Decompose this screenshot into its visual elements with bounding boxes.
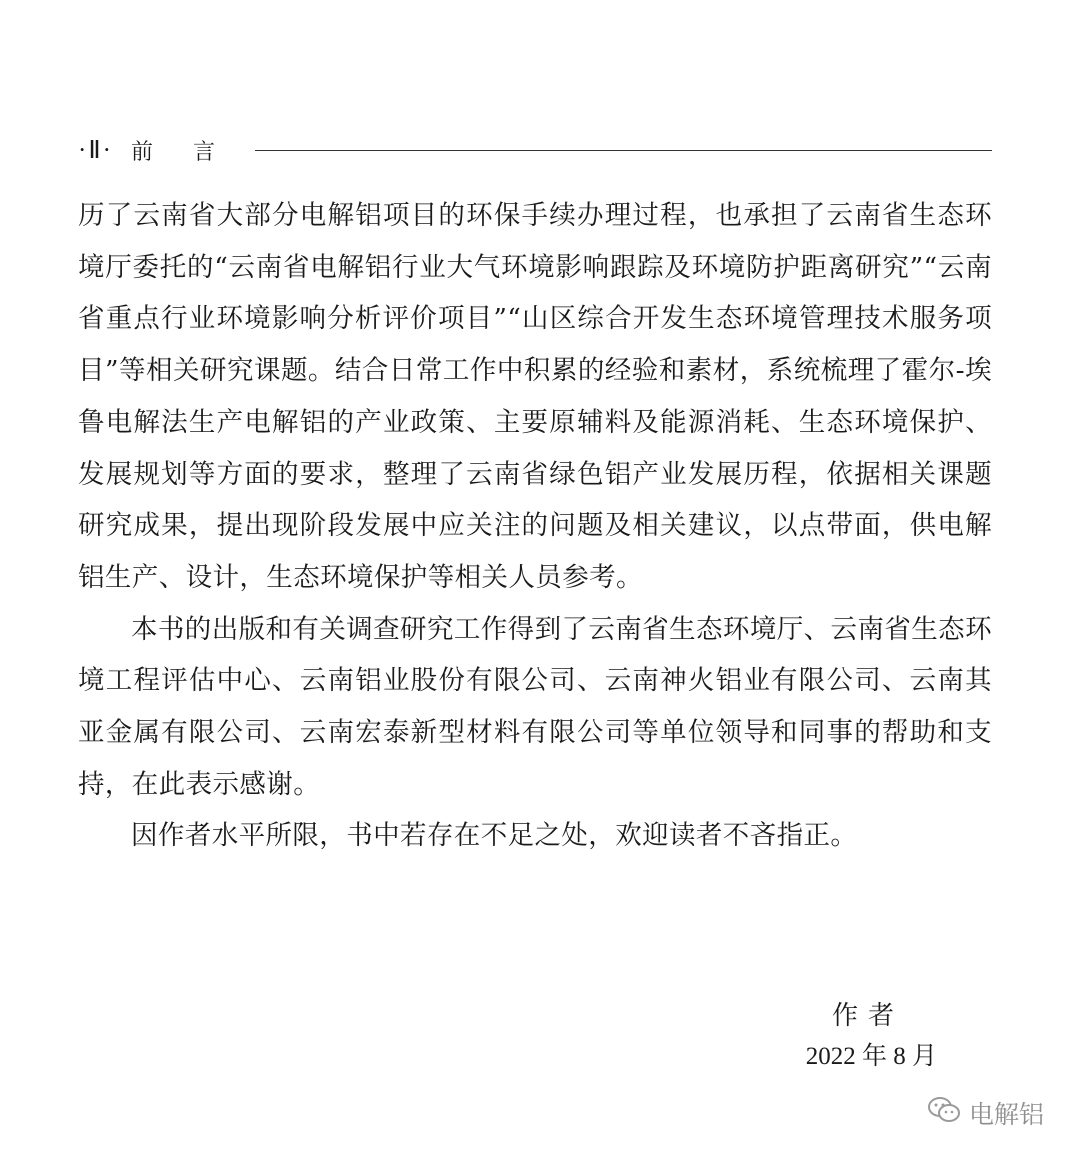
paragraph-continuation: 历了云南省大部分电解铝项目的环保手续办理过程，也承担了云南省生态环境厅委托的“云南省电解铝行业大气环境影响跟踪及环境防护距离研究”“云南省重点行业环境影响分析评价项目”“山区综合开发生态环境管理技术服务项目”等相关研究课题。结合日常工作中积累的经验和素材，系统梳理了霍尔-埃鲁电解法生产电解铝的产业政策、主要原辅料及能源消耗、生态环境保护、发展规划等方面的要求，整理了云南省绿色铝产业发展历程，依据相关课题研究成果，提出现阶段发展中应关注的问题及相关建议，以点带面，供电解铝生产、设计，生态环境保护等相关人员参考。 bbox=[78, 200, 992, 593]
section-title: 前言 bbox=[130, 139, 255, 165]
header-rule bbox=[255, 150, 992, 151]
watermark bbox=[927, 1095, 1044, 1131]
page-number: ·Ⅱ· bbox=[78, 137, 113, 164]
running-header bbox=[78, 130, 992, 170]
wechat-icon bbox=[927, 1096, 969, 1130]
body-text bbox=[78, 190, 992, 862]
signature-date: 2022 年 8 月 bbox=[805, 1043, 937, 1070]
author-signature: 作者 bbox=[831, 1001, 904, 1031]
paragraph-disclaimer: 因作者水平所限，书中若存在不足之处，欢迎读者不吝指正。 bbox=[131, 820, 858, 852]
watermark-text: 电解铝 bbox=[968, 1100, 1044, 1129]
paragraph-acknowledgement: 本书的出版和有关调查研究工作得到了云南省生态环境厅、云南省生态环境工程评估中心、云南铝业股份有限公司、云南神火铝业有限公司、云南其亚金属有限公司、云南宏泰新型材料有限公司等单位领导和同事的帮助和支持，在此表示感谢。 bbox=[78, 613, 992, 800]
